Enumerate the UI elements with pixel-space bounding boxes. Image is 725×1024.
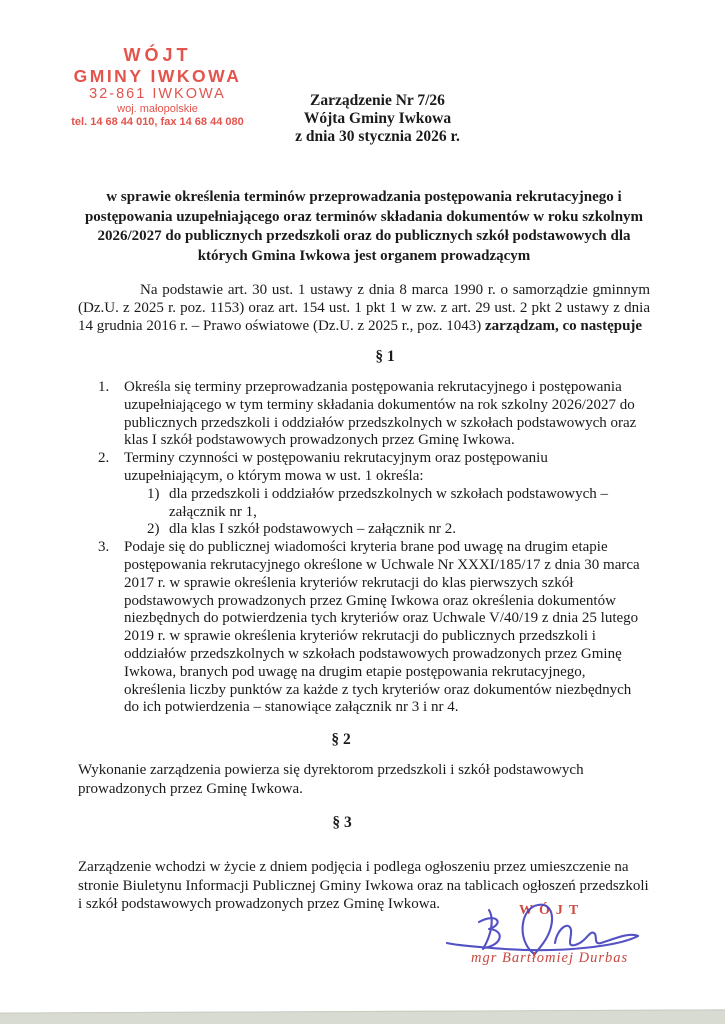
section-3-text: Zarządzenie wchodzi w życie z dniem podjęcia i podlega ogłoszeniu przez umieszczenie na stronie Biuletynu Informacji Publicznej Gminy Iwkowa oraz na tablicach ogłoszeń przedszkoli i szkół podstawowych prowadzonych przez Gminę Iwkowa. — [78, 859, 649, 913]
list-item-number: 2. — [98, 450, 110, 467]
enacting-phrase: zarządzam, co następuje — [485, 318, 643, 334]
section-1-list — [78, 379, 650, 717]
signer-name: mgr Bartłomiej Durbas — [471, 950, 629, 966]
sublist-item — [78, 486, 650, 522]
sublist-item — [78, 521, 650, 539]
list-item-text: Terminy czynności w postępowaniu rekrutacyjnym oraz postępowaniu uzupełniającym, o którym mowa w ust. 1 określa: — [124, 450, 548, 484]
list-item — [78, 450, 650, 486]
stamp-postal-address: 32-861 IWKOWA — [89, 86, 226, 103]
sublist-item-text: dla przedszkoli i oddziałów przedszkolnych w szkołach podstawowych – załącznik nr 1, — [169, 485, 609, 520]
order-header — [0, 92, 725, 146]
section-1-heading: § 1 — [375, 348, 395, 365]
order-number: Zarządzenie Nr 7/26 — [310, 92, 445, 109]
scanner-edge-artifact — [0, 1009, 725, 1024]
stamp-phone-fax: tel. 14 68 44 010, fax 14 68 44 080 — [71, 116, 244, 129]
sublist-item-number: 1) — [147, 485, 160, 502]
section-2-heading: § 2 — [331, 731, 351, 749]
sublist-item-number: 2) — [147, 521, 160, 538]
stamp-office-title: WÓJT — [123, 45, 192, 65]
stamp-municipality-name: GMINY IWKOWA — [73, 65, 242, 86]
legal-preamble — [78, 281, 650, 335]
order-subject: w sprawie określenia terminów przeprowadzania postępowania rekrutacyjnego i postępowania uzupełniającego oraz terminów składania dokumentów w roku szkolnym 2026/2027 do publicznych przedszkoli oraz do publicznych szkół podstawowych dla których Gmina Iwkowa jest organem prowadzącym — [84, 189, 644, 264]
list-item-number: 3. — [98, 539, 110, 556]
signature-block — [443, 898, 643, 978]
order-issuer: Wójta Gminy Iwkowa — [303, 110, 452, 127]
order-date: z dnia 30 stycznia 2026 r. — [295, 128, 460, 145]
list-item — [78, 539, 650, 717]
list-item-text: Podaje się do publicznej wiadomości kryteria brane pod uwagę na drugim etapie postępowania rekrutacyjnego określone w Uchwale Nr XXXI/185/17 z dnia 30 marca 2017 r. w sprawie określenia kryteriów rekrutacji do klas pierwszych szkół podstawowych prowadzonych przez Gminę Iwkowa oraz określenia dokumentów niezbędnych do potwierdzenia tych kryteriów oraz Uchwale V/40/19 z dnia 25 lutego 2019 r. w sprawie określenia kryteriów rekrutacji do publicznych przedszkoli i oddziałów przedszkolnych w szkołach podstawowych prowadzonych przez Gminę Iwkowa, branych pod uwagę na drugim etapie postępowania rekrutacyjnego, określenia liczby punktów za każde z tych kryteriów oraz dokumentów niezbędnych do ich potwierdzenia – stanowiące załącznik nr 3 i nr 4. — [124, 539, 640, 716]
legal-basis-text: Na podstawie art. 30 ust. 1 ustawy z dnia 8 marca 1990 r. o samorządzie gminnym (Dz.U. z 2025 r. poz. 1153) oraz art. 154 ust. 1 pkt 1 w zw. z art. 29 ust. 2 pkt 2 ustawy z dnia 14 grudnia 2016 r. – Prawo oświatowe (Dz.U. z 2025 r., poz. 1043) — [78, 282, 650, 334]
stamp-voivodeship: woj. małopolskie — [117, 103, 198, 116]
document-body — [78, 188, 650, 914]
sublist — [78, 486, 650, 539]
section-3-heading: § 3 — [332, 814, 352, 832]
list-item-text: Określa się terminy przeprowadzania postępowania rekrutacyjnego i postępowania uzupełniającego w tym terminy składania dokumentów na rok szkolny 2026/2027 do publicznych przedszkoli i oddziałów przedszkolnych w szkołach podstawowych oraz klas I szkół podstawowych prowadzonych przez Gminę Iwkowa. — [124, 379, 637, 449]
section-2-text: Wykonanie zarządzenia powierza się dyrektorom przedszkoli i szkół podstawowych prowadzonych przez Gminę Iwkowa. — [78, 762, 584, 797]
signer-title: WÓJT — [519, 903, 585, 918]
list-item — [78, 379, 650, 450]
sublist-item-text: dla klas I szkół podstawowych – załącznik nr 2. — [169, 521, 456, 538]
list-item-number: 1. — [98, 379, 110, 395]
